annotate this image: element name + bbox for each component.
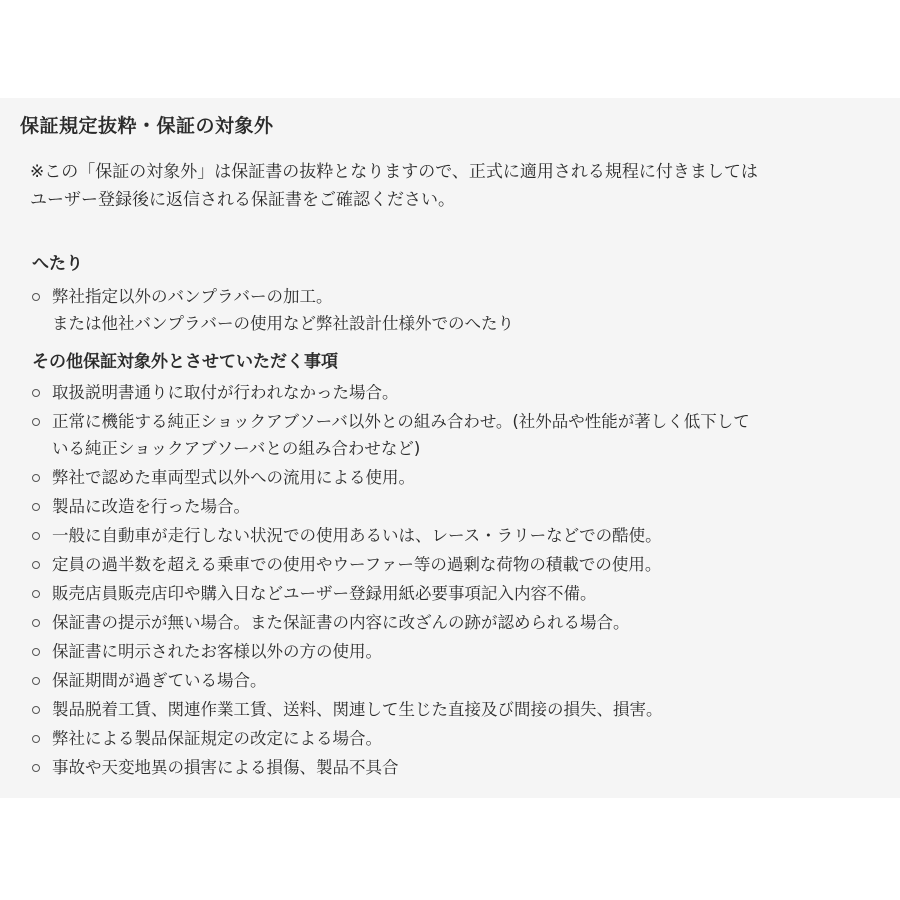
list-item-text: 一般に自動車が走行しない状況での使用あるいは、レース・ラリーなどでの酷使。: [52, 526, 662, 545]
list-item-text: 定員の過半数を超える乗車での使用やウーファー等の過剰な荷物の積載での使用。: [52, 555, 662, 574]
section-heading-other-exclusions: その他保証対象外とさせていただく事項: [32, 352, 338, 372]
circle-bullet-icon: [32, 561, 40, 569]
list-item-text: 製品に改造を行った場合。: [52, 497, 250, 516]
list-item: [32, 609, 872, 636]
circle-bullet-icon: [32, 389, 40, 397]
circle-bullet-icon: [32, 293, 40, 301]
wear-list: [32, 283, 872, 339]
list-item-text: 正常に機能する純正ショックアブソーバ以外との組み合わせ。(社外品や性能が著しく低下して いる純正ショックアブソーバとの組み合わせなど): [52, 412, 750, 458]
section-heading-wear: へたり: [32, 254, 83, 274]
circle-bullet-icon: [32, 503, 40, 511]
disclaimer-note: [30, 158, 880, 214]
note-line-1: ※この「保証の対象外」は保証書の抜粋となりますので、正式に適用される規程に付きましては: [30, 162, 758, 182]
list-item-text: 保証書に明示されたお客様以外の方の使用。: [52, 642, 382, 661]
list-item: [32, 551, 872, 578]
list-item-text: 弊社指定以外のバンプラバーの加工。 または他社バンプラバーの使用など弊社設計仕様外でのへたり: [52, 287, 514, 333]
circle-bullet-icon: [32, 474, 40, 482]
circle-bullet-icon: [32, 735, 40, 743]
circle-bullet-icon: [32, 648, 40, 656]
list-item: [32, 580, 872, 607]
circle-bullet-icon: [32, 418, 40, 426]
list-item: [32, 696, 872, 723]
list-item: [32, 725, 872, 752]
list-item: [32, 408, 872, 462]
list-item: [32, 379, 872, 406]
list-item: [32, 667, 872, 694]
list-item-text: 弊社で認めた車両型式以外への流用による使用。: [52, 468, 415, 487]
circle-bullet-icon: [32, 706, 40, 714]
list-item: [32, 638, 872, 665]
exclusions-list: [32, 379, 872, 783]
list-item-text: 保証書の提示が無い場合。また保証書の内容に改ざんの跡が認められる場合。: [52, 613, 630, 632]
list-item-text: 弊社による製品保証規定の改定による場合。: [52, 729, 382, 748]
circle-bullet-icon: [32, 764, 40, 772]
circle-bullet-icon: [32, 532, 40, 540]
note-line-2: ユーザー登録後に返信される保証書をご確認ください。: [30, 190, 455, 210]
circle-bullet-icon: [32, 590, 40, 598]
circle-bullet-icon: [32, 619, 40, 627]
list-item-text: 取扱説明書通りに取付が行われなかった場合。: [52, 383, 399, 402]
circle-bullet-icon: [32, 677, 40, 685]
list-item: [32, 464, 872, 491]
list-item-text: 事故や天変地異の損害による損傷、製品不具合: [52, 758, 399, 777]
list-item: [32, 754, 872, 781]
page-title: 保証規定抜粋・保証の対象外: [20, 115, 274, 137]
list-item: [32, 283, 872, 337]
list-item: [32, 493, 872, 520]
list-item-text: 販売店員販売店印や購入日などユーザー登録用紙必要事項記入内容不備。: [52, 584, 597, 603]
list-item-text: 保証期間が過ぎている場合。: [52, 671, 267, 690]
list-item-text: 製品脱着工賃、関連作業工賃、送料、関連して生じた直接及び間接の損失、損害。: [52, 700, 663, 719]
list-item: [32, 522, 872, 549]
